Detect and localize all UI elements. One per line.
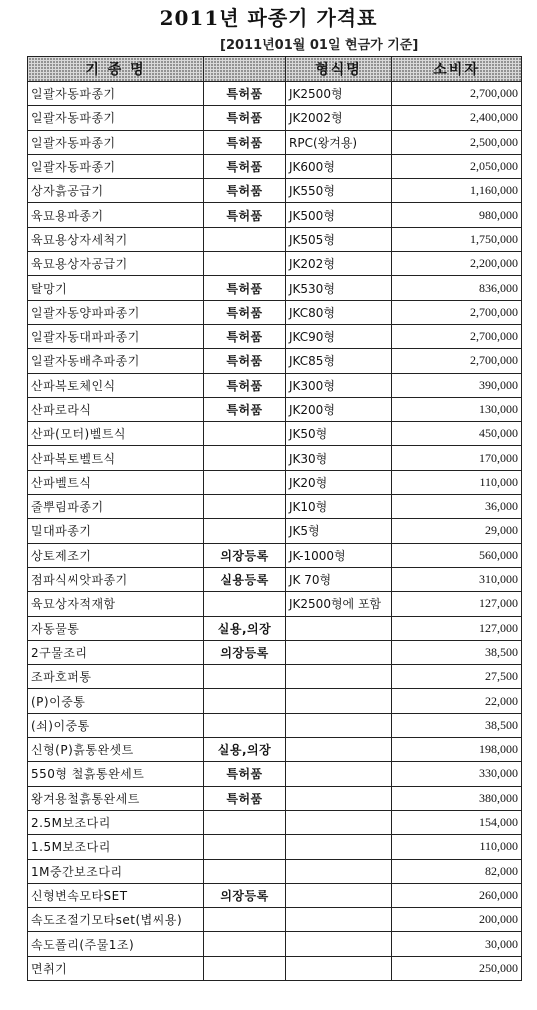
item-model: JK30형 xyxy=(286,446,392,470)
item-note xyxy=(204,859,286,883)
item-note: 의장등록 xyxy=(204,883,286,907)
item-name: 상토제조기 xyxy=(28,543,204,567)
item-price: 250,000 xyxy=(392,956,522,980)
item-model: JK20형 xyxy=(286,470,392,494)
table-row xyxy=(28,179,522,203)
item-note xyxy=(204,227,286,251)
item-note xyxy=(204,908,286,932)
table-row xyxy=(28,640,522,664)
item-price: 980,000 xyxy=(392,203,522,227)
item-note: 실용,의장 xyxy=(204,616,286,640)
item-price: 2,050,000 xyxy=(392,154,522,178)
table-row xyxy=(28,373,522,397)
item-name: 산파로라식 xyxy=(28,397,204,421)
item-price: 30,000 xyxy=(392,932,522,956)
table-row xyxy=(28,883,522,907)
item-price: 22,000 xyxy=(392,689,522,713)
table-row xyxy=(28,154,522,178)
item-model xyxy=(286,956,392,980)
item-note xyxy=(204,956,286,980)
table-header-row xyxy=(28,57,522,82)
table-row xyxy=(28,956,522,980)
item-note xyxy=(204,592,286,616)
item-note: 특허품 xyxy=(204,82,286,106)
item-note: 특허품 xyxy=(204,397,286,421)
item-name: 550형 철흙통완세트 xyxy=(28,762,204,786)
item-model xyxy=(286,908,392,932)
item-model: JKC90형 xyxy=(286,324,392,348)
item-note: 의장등록 xyxy=(204,543,286,567)
item-note: 특허품 xyxy=(204,276,286,300)
table-row xyxy=(28,762,522,786)
item-model xyxy=(286,713,392,737)
item-price: 836,000 xyxy=(392,276,522,300)
item-note: 특허품 xyxy=(204,786,286,810)
item-price: 36,000 xyxy=(392,495,522,519)
header-note xyxy=(204,57,286,82)
item-model: JK505형 xyxy=(286,227,392,251)
item-note: 특허품 xyxy=(204,106,286,130)
item-price: 154,000 xyxy=(392,810,522,834)
item-price: 2,700,000 xyxy=(392,349,522,373)
item-name: 상자흙공급기 xyxy=(28,179,204,203)
item-note: 특허품 xyxy=(204,130,286,154)
item-model xyxy=(286,640,392,664)
item-name: 2.5M보조다리 xyxy=(28,810,204,834)
item-model xyxy=(286,689,392,713)
item-model xyxy=(286,859,392,883)
item-price: 1,160,000 xyxy=(392,179,522,203)
item-model: JK200형 xyxy=(286,397,392,421)
item-model xyxy=(286,786,392,810)
table-row xyxy=(28,932,522,956)
item-note xyxy=(204,422,286,446)
item-model xyxy=(286,932,392,956)
item-model xyxy=(286,738,392,762)
table-row xyxy=(28,713,522,737)
table-row xyxy=(28,738,522,762)
item-note xyxy=(204,470,286,494)
item-name: 일괄자동배추파종기 xyxy=(28,349,204,373)
item-price: 29,000 xyxy=(392,519,522,543)
item-price: 330,000 xyxy=(392,762,522,786)
item-price: 560,000 xyxy=(392,543,522,567)
table-row xyxy=(28,470,522,494)
item-model: JK50형 xyxy=(286,422,392,446)
item-price: 27,500 xyxy=(392,665,522,689)
item-price: 450,000 xyxy=(392,422,522,446)
item-name: 1.5M보조다리 xyxy=(28,835,204,859)
table-row xyxy=(28,689,522,713)
item-price: 390,000 xyxy=(392,373,522,397)
item-note xyxy=(204,252,286,276)
item-note: 실용등록 xyxy=(204,567,286,591)
header-name: 기 종 명 xyxy=(28,57,204,82)
item-price: 38,500 xyxy=(392,713,522,737)
item-price: 310,000 xyxy=(392,567,522,591)
item-note xyxy=(204,835,286,859)
item-price: 2,500,000 xyxy=(392,130,522,154)
item-model: JK2500형 xyxy=(286,82,392,106)
table-row xyxy=(28,543,522,567)
table-row xyxy=(28,227,522,251)
item-price: 1,750,000 xyxy=(392,227,522,251)
item-name: 육묘용상자공급기 xyxy=(28,252,204,276)
item-note: 실용,의장 xyxy=(204,738,286,762)
item-model xyxy=(286,762,392,786)
item-price: 200,000 xyxy=(392,908,522,932)
item-note: 특허품 xyxy=(204,154,286,178)
item-model: JK2002형 xyxy=(286,106,392,130)
item-price: 38,500 xyxy=(392,640,522,664)
item-model: JKC80형 xyxy=(286,300,392,324)
item-model: JKC85형 xyxy=(286,349,392,373)
table-row xyxy=(28,786,522,810)
item-name: 속도폴리(주물1조) xyxy=(28,932,204,956)
item-price: 2,700,000 xyxy=(392,82,522,106)
item-price: 110,000 xyxy=(392,470,522,494)
item-model xyxy=(286,810,392,834)
item-name: 일괄자동대파파종기 xyxy=(28,324,204,348)
table-row xyxy=(28,349,522,373)
item-name: 2구물조리 xyxy=(28,640,204,664)
table-row xyxy=(28,810,522,834)
item-name: 산파벨트식 xyxy=(28,470,204,494)
item-name: 일괄자동파종기 xyxy=(28,82,204,106)
item-name: 일괄자동파종기 xyxy=(28,106,204,130)
item-name: 산파복토체인식 xyxy=(28,373,204,397)
item-price: 2,700,000 xyxy=(392,324,522,348)
item-model: JK300형 xyxy=(286,373,392,397)
item-model xyxy=(286,665,392,689)
item-name: 육묘상자적재함 xyxy=(28,592,204,616)
item-note xyxy=(204,446,286,470)
item-model xyxy=(286,883,392,907)
item-name: 육묘용상자세척기 xyxy=(28,227,204,251)
table-row xyxy=(28,82,522,106)
page-subtitle: [2011년01월 01일 현금가 기준] xyxy=(220,38,419,53)
item-model: JK2500형에 포함 xyxy=(286,592,392,616)
item-name: 일괄자동파종기 xyxy=(28,154,204,178)
item-price: 130,000 xyxy=(392,397,522,421)
item-model xyxy=(286,616,392,640)
item-price: 110,000 xyxy=(392,835,522,859)
table-row xyxy=(28,908,522,932)
item-note: 특허품 xyxy=(204,203,286,227)
item-name: (P)이중통 xyxy=(28,689,204,713)
item-model: JK500형 xyxy=(286,203,392,227)
table-row xyxy=(28,397,522,421)
item-name: 왕겨용철흙통완세트 xyxy=(28,786,204,810)
item-price: 127,000 xyxy=(392,592,522,616)
item-note xyxy=(204,689,286,713)
item-note xyxy=(204,932,286,956)
table-row xyxy=(28,567,522,591)
table-row xyxy=(28,592,522,616)
item-note xyxy=(204,713,286,737)
item-note: 특허품 xyxy=(204,300,286,324)
item-note: 특허품 xyxy=(204,324,286,348)
item-name: 1M중간보조다리 xyxy=(28,859,204,883)
item-model xyxy=(286,835,392,859)
item-name: 신형변속모타SET xyxy=(28,883,204,907)
table-row xyxy=(28,276,522,300)
item-name: 산파복토벨트식 xyxy=(28,446,204,470)
table-row xyxy=(28,519,522,543)
item-name: 점파식씨앗파종기 xyxy=(28,567,204,591)
item-note: 특허품 xyxy=(204,349,286,373)
item-price: 380,000 xyxy=(392,786,522,810)
table-row xyxy=(28,300,522,324)
item-model: JK10형 xyxy=(286,495,392,519)
table-row xyxy=(28,665,522,689)
table-row xyxy=(28,446,522,470)
table-row xyxy=(28,203,522,227)
item-name: 탈망기 xyxy=(28,276,204,300)
item-model: JK202형 xyxy=(286,252,392,276)
item-model: JK530형 xyxy=(286,276,392,300)
item-note: 의장등록 xyxy=(204,640,286,664)
item-note xyxy=(204,665,286,689)
item-name: (쇠)이중통 xyxy=(28,713,204,737)
item-price: 198,000 xyxy=(392,738,522,762)
item-name: 속도조절기모타set(볍씨용) xyxy=(28,908,204,932)
table-row xyxy=(28,616,522,640)
item-name: 산파(모터)벨트식 xyxy=(28,422,204,446)
item-model: JK-1000형 xyxy=(286,543,392,567)
table-row xyxy=(28,495,522,519)
table-row xyxy=(28,106,522,130)
item-price: 2,400,000 xyxy=(392,106,522,130)
price-table xyxy=(27,56,522,981)
item-name: 면취기 xyxy=(28,956,204,980)
item-price: 170,000 xyxy=(392,446,522,470)
item-model: RPC(왕겨용) xyxy=(286,130,392,154)
item-note: 특허품 xyxy=(204,179,286,203)
item-name: 밀대파종기 xyxy=(28,519,204,543)
item-name: 줄뿌림파종기 xyxy=(28,495,204,519)
item-note: 특허품 xyxy=(204,762,286,786)
page-title: 2011년 파종기 가격표 xyxy=(159,6,378,30)
item-name: 신형(P)흙통완셋트 xyxy=(28,738,204,762)
item-price: 82,000 xyxy=(392,859,522,883)
table-row xyxy=(28,835,522,859)
item-model: JK5형 xyxy=(286,519,392,543)
item-name: 육묘용파종기 xyxy=(28,203,204,227)
item-name: 일괄자동양파파종기 xyxy=(28,300,204,324)
table-body xyxy=(28,82,522,981)
table-row xyxy=(28,859,522,883)
table-row xyxy=(28,324,522,348)
item-name: 자동물통 xyxy=(28,616,204,640)
item-price: 260,000 xyxy=(392,883,522,907)
item-name: 조파호퍼통 xyxy=(28,665,204,689)
header-model: 형식명 xyxy=(286,57,392,82)
item-price: 2,700,000 xyxy=(392,300,522,324)
item-model: JK 70형 xyxy=(286,567,392,591)
table-row xyxy=(28,130,522,154)
item-price: 2,200,000 xyxy=(392,252,522,276)
item-model: JK550형 xyxy=(286,179,392,203)
item-model: JK600형 xyxy=(286,154,392,178)
item-note xyxy=(204,810,286,834)
item-note xyxy=(204,495,286,519)
item-note: 특허품 xyxy=(204,373,286,397)
item-price: 127,000 xyxy=(392,616,522,640)
header-price: 소비자 xyxy=(392,57,522,82)
item-note xyxy=(204,519,286,543)
item-name: 일괄자동파종기 xyxy=(28,130,204,154)
table-row xyxy=(28,422,522,446)
table-row xyxy=(28,252,522,276)
